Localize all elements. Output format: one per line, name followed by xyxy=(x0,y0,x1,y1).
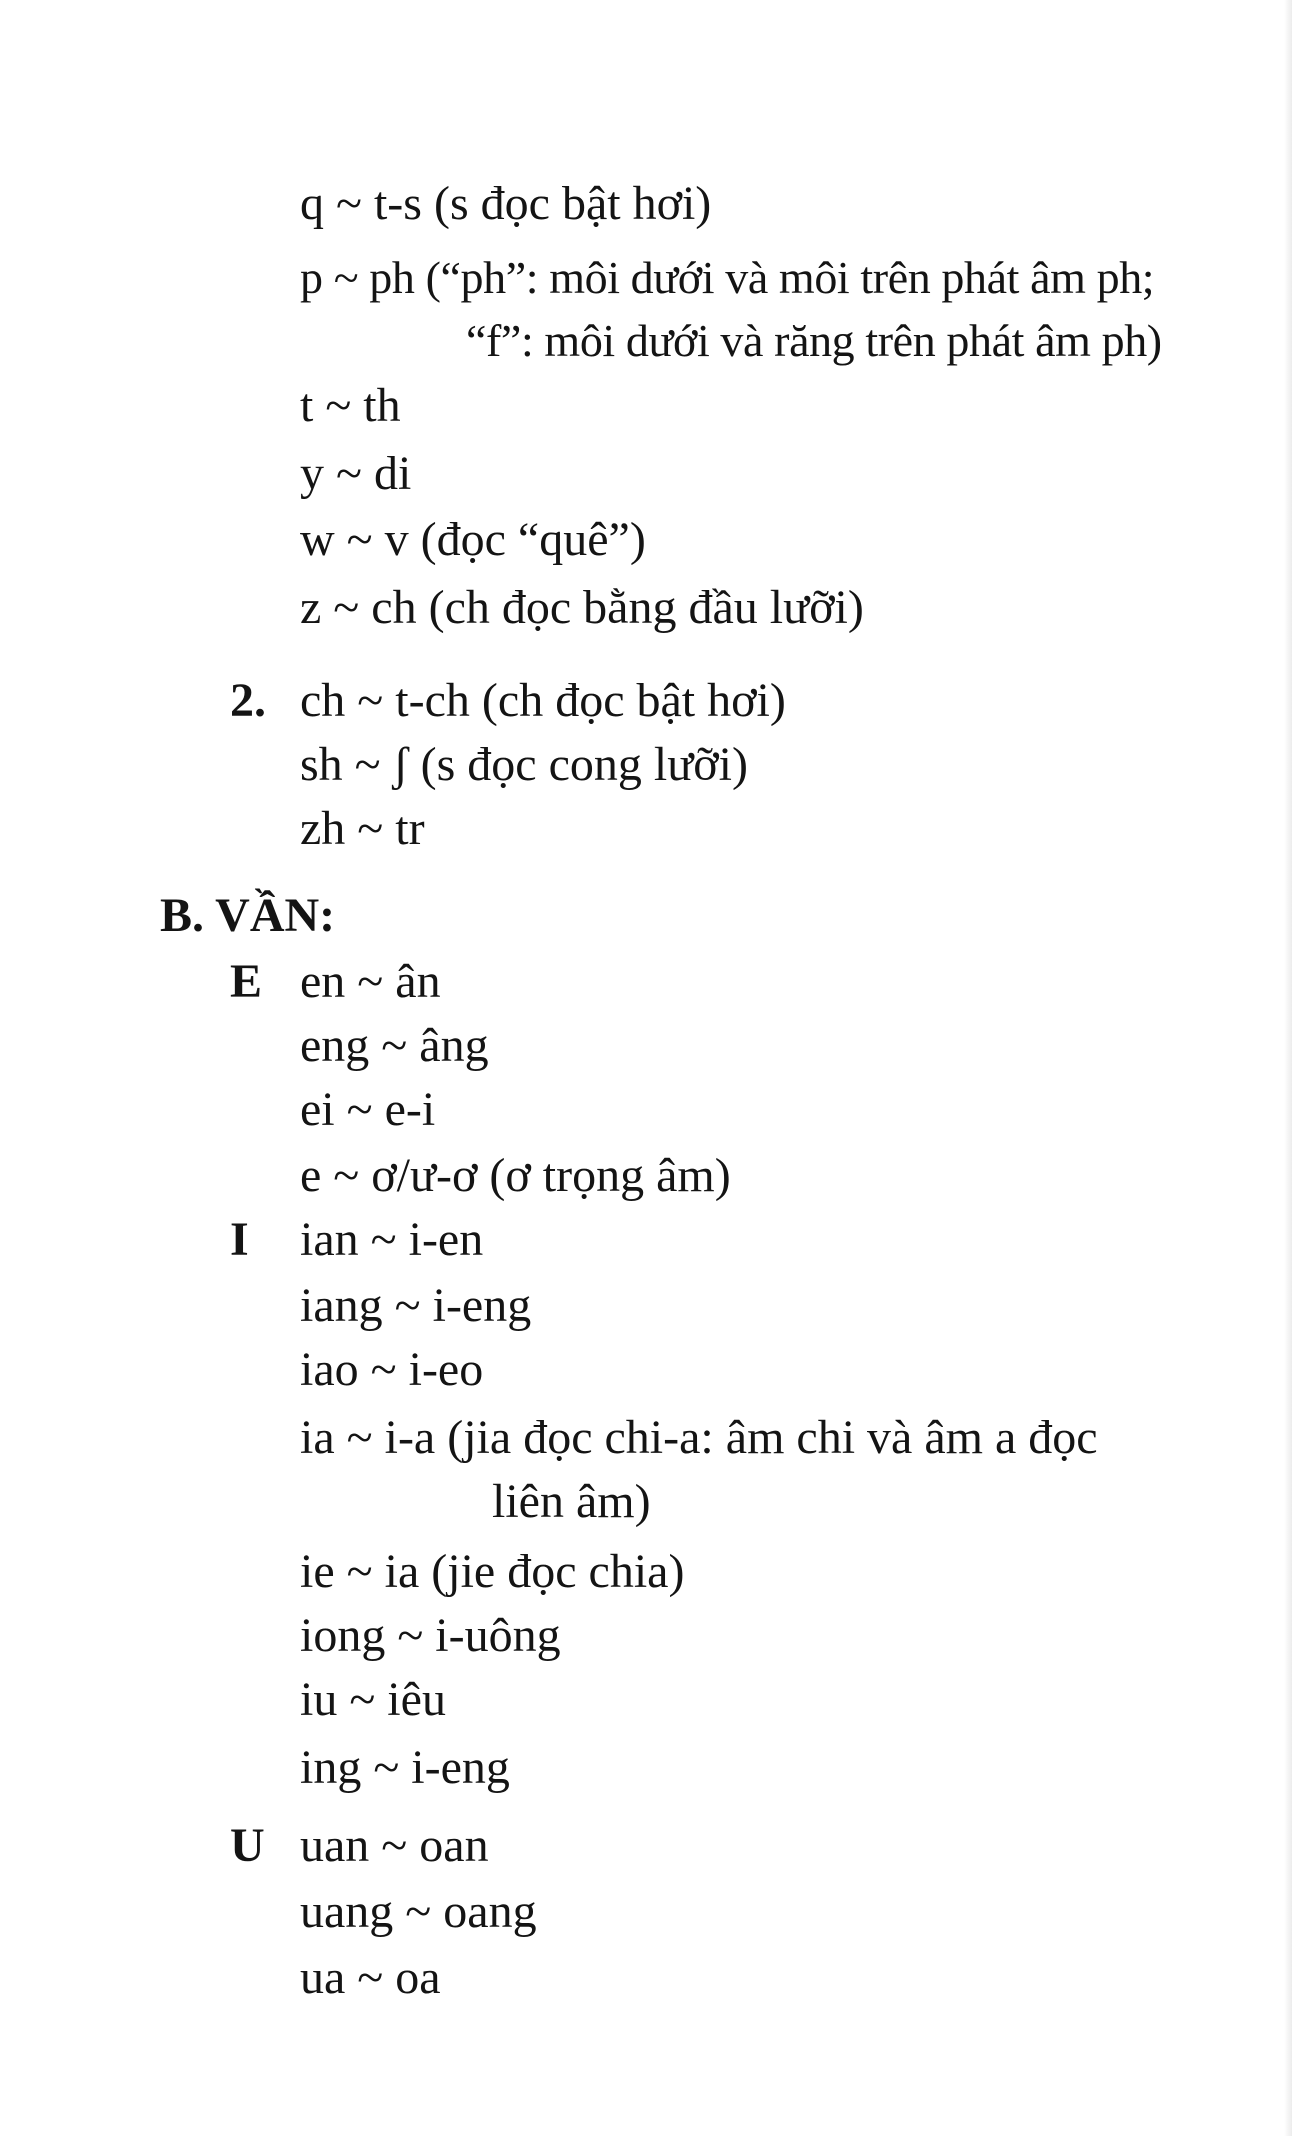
consonant-line-p: p ~ ph (“ph”: môi dưới và môi trên phát âm ph; xyxy=(300,252,1155,303)
vowel-line-iong: iong ~ i-uông xyxy=(300,1609,561,1662)
consonant-line-q: q ~ t-s (s đọc bật hơi) xyxy=(300,177,712,230)
vowel-line-ian: ian ~ i-en xyxy=(300,1213,484,1266)
consonant-line-y: y ~ di xyxy=(300,447,412,500)
vowel-line-iao: iao ~ i-eo xyxy=(300,1343,484,1396)
vowel-line-ing: ing ~ i-eng xyxy=(300,1741,510,1794)
vowel-line-eng: eng ~ âng xyxy=(300,1019,489,1072)
vowel-line-ia-continued: liên âm) xyxy=(492,1475,651,1528)
page-edge-shadow xyxy=(1284,0,1292,2136)
group-label-u: U xyxy=(230,1819,265,1872)
vowel-line-ua: ua ~ oa xyxy=(300,1951,441,2004)
group-number-2: 2. xyxy=(230,674,266,727)
vowel-line-ei: ei ~ e-i xyxy=(300,1083,436,1136)
group2-line-sh: sh ~ ʃ (s đọc cong lưỡi) xyxy=(300,738,748,791)
consonant-line-w: w ~ v (đọc “quê”) xyxy=(300,513,646,566)
section-b-heading: B. VẦN: xyxy=(160,889,336,942)
consonant-line-z: z ~ ch (ch đọc bằng đầu lưỡi) xyxy=(300,581,864,634)
vowel-line-uang: uang ~ oang xyxy=(300,1885,537,1938)
consonant-line-t: t ~ th xyxy=(300,379,401,432)
group2-line-zh: zh ~ tr xyxy=(300,802,425,855)
vowel-line-iang: iang ~ i-eng xyxy=(300,1279,532,1332)
vowel-line-en: en ~ ân xyxy=(300,955,441,1008)
vowel-line-ie: ie ~ ia (jie đọc chia) xyxy=(300,1545,685,1598)
vowel-line-e: e ~ ơ/ư-ơ (ơ trọng âm) xyxy=(300,1149,731,1202)
group-label-i: I xyxy=(230,1213,249,1266)
vowel-line-uan: uan ~ oan xyxy=(300,1819,489,1872)
vowel-line-ia: ia ~ i-a (jia đọc chi-a: âm chi và âm a đọc xyxy=(300,1411,1098,1464)
group-label-e: E xyxy=(230,955,263,1008)
group2-line-ch: ch ~ t-ch (ch đọc bật hơi) xyxy=(300,674,786,727)
consonant-line-p-continued: “f”: môi dưới và răng trên phát âm ph) xyxy=(466,315,1162,366)
vowel-line-iu: iu ~ iêu xyxy=(300,1673,446,1726)
